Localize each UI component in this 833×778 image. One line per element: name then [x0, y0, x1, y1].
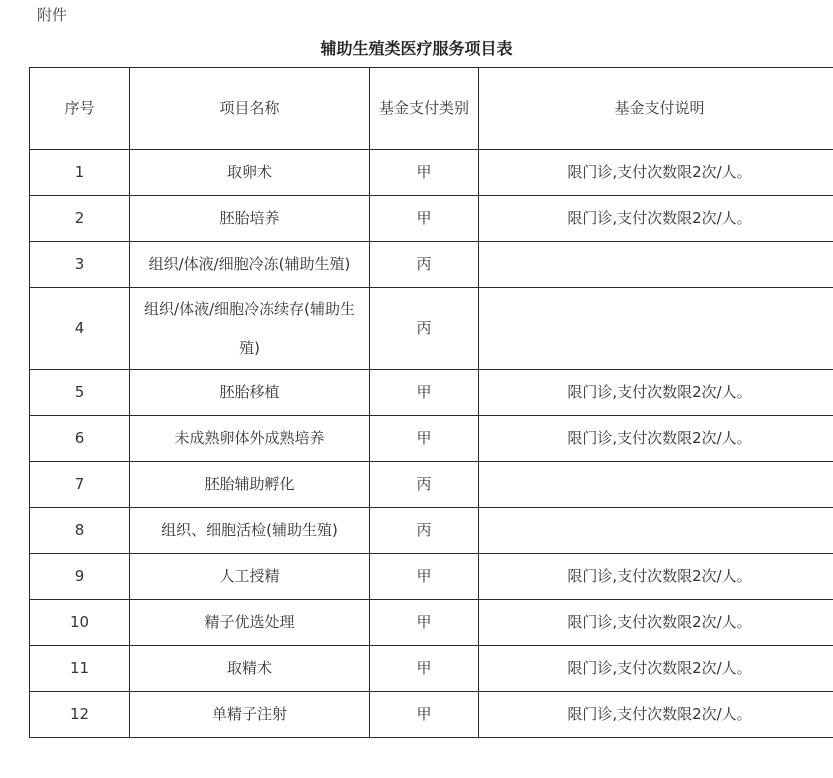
cell-number: 7: [30, 462, 130, 508]
cell-number: 5: [30, 370, 130, 416]
table-row: [30, 196, 833, 242]
table-row: [30, 416, 833, 462]
services-table: [29, 67, 833, 738]
table-row: [30, 508, 833, 554]
cell-item-name: 未成熟卵体外成熟培养: [130, 416, 370, 462]
cell-item-name: 组织/体液/细胞冷冻续存(辅助生殖): [130, 288, 370, 370]
table-row: [30, 600, 833, 646]
cell-fund-category: 丙: [370, 462, 479, 508]
cell-fund-category: 甲: [370, 150, 479, 196]
table-row: [30, 288, 833, 370]
cell-fund-note: 限门诊,支付次数限2次/人。: [479, 196, 833, 242]
table-row: [30, 150, 833, 196]
cell-fund-note: 限门诊,支付次数限2次/人。: [479, 554, 833, 600]
header-item-name: 项目名称: [130, 68, 370, 150]
cell-item-name: 组织、细胞活检(辅助生殖): [130, 508, 370, 554]
cell-fund-category: 甲: [370, 370, 479, 416]
table-row: [30, 692, 833, 738]
cell-fund-note: [479, 242, 833, 288]
cell-number: 11: [30, 646, 130, 692]
cell-fund-category: 丙: [370, 288, 479, 370]
cell-item-name: 单精子注射: [130, 692, 370, 738]
cell-fund-category: 甲: [370, 416, 479, 462]
cell-fund-note: [479, 462, 833, 508]
table-row: [30, 646, 833, 692]
cell-fund-note: [479, 508, 833, 554]
header-fund-note: 基金支付说明: [479, 68, 833, 150]
cell-fund-category: 甲: [370, 554, 479, 600]
attachment-label: 附件: [37, 6, 68, 24]
cell-fund-category: 丙: [370, 508, 479, 554]
cell-number: 4: [30, 288, 130, 370]
cell-fund-note: [479, 288, 833, 370]
cell-fund-category: 甲: [370, 692, 479, 738]
cell-fund-note: 限门诊,支付次数限2次/人。: [479, 150, 833, 196]
cell-item-name: 精子优选处理: [130, 600, 370, 646]
cell-number: 3: [30, 242, 130, 288]
header-number: 序号: [30, 68, 130, 150]
cell-item-name: 取精术: [130, 646, 370, 692]
cell-fund-note: 限门诊,支付次数限2次/人。: [479, 600, 833, 646]
table-row: [30, 462, 833, 508]
cell-number: 6: [30, 416, 130, 462]
cell-item-name: 胚胎培养: [130, 196, 370, 242]
cell-number: 8: [30, 508, 130, 554]
table-row: [30, 370, 833, 416]
table-row: [30, 242, 833, 288]
cell-item-name: 组织/体液/细胞冷冻(辅助生殖): [130, 242, 370, 288]
page-title: 辅助生殖类医疗服务项目表: [320, 39, 513, 58]
header-fund-category: 基金支付类别: [370, 68, 479, 150]
cell-fund-category: 甲: [370, 196, 479, 242]
table-header-row: [30, 68, 833, 150]
cell-fund-note: 限门诊,支付次数限2次/人。: [479, 692, 833, 738]
cell-item-name: 取卵术: [130, 150, 370, 196]
cell-fund-category: 甲: [370, 646, 479, 692]
cell-fund-note: 限门诊,支付次数限2次/人。: [479, 416, 833, 462]
cell-item-name: 胚胎移植: [130, 370, 370, 416]
cell-number: 9: [30, 554, 130, 600]
cell-fund-note: 限门诊,支付次数限2次/人。: [479, 646, 833, 692]
cell-item-name: 胚胎辅助孵化: [130, 462, 370, 508]
cell-item-name: 人工授精: [130, 554, 370, 600]
cell-number: 2: [30, 196, 130, 242]
cell-number: 12: [30, 692, 130, 738]
table-row: [30, 554, 833, 600]
cell-number: 1: [30, 150, 130, 196]
cell-fund-note: 限门诊,支付次数限2次/人。: [479, 370, 833, 416]
cell-fund-category: 丙: [370, 242, 479, 288]
cell-fund-category: 甲: [370, 600, 479, 646]
cell-number: 10: [30, 600, 130, 646]
